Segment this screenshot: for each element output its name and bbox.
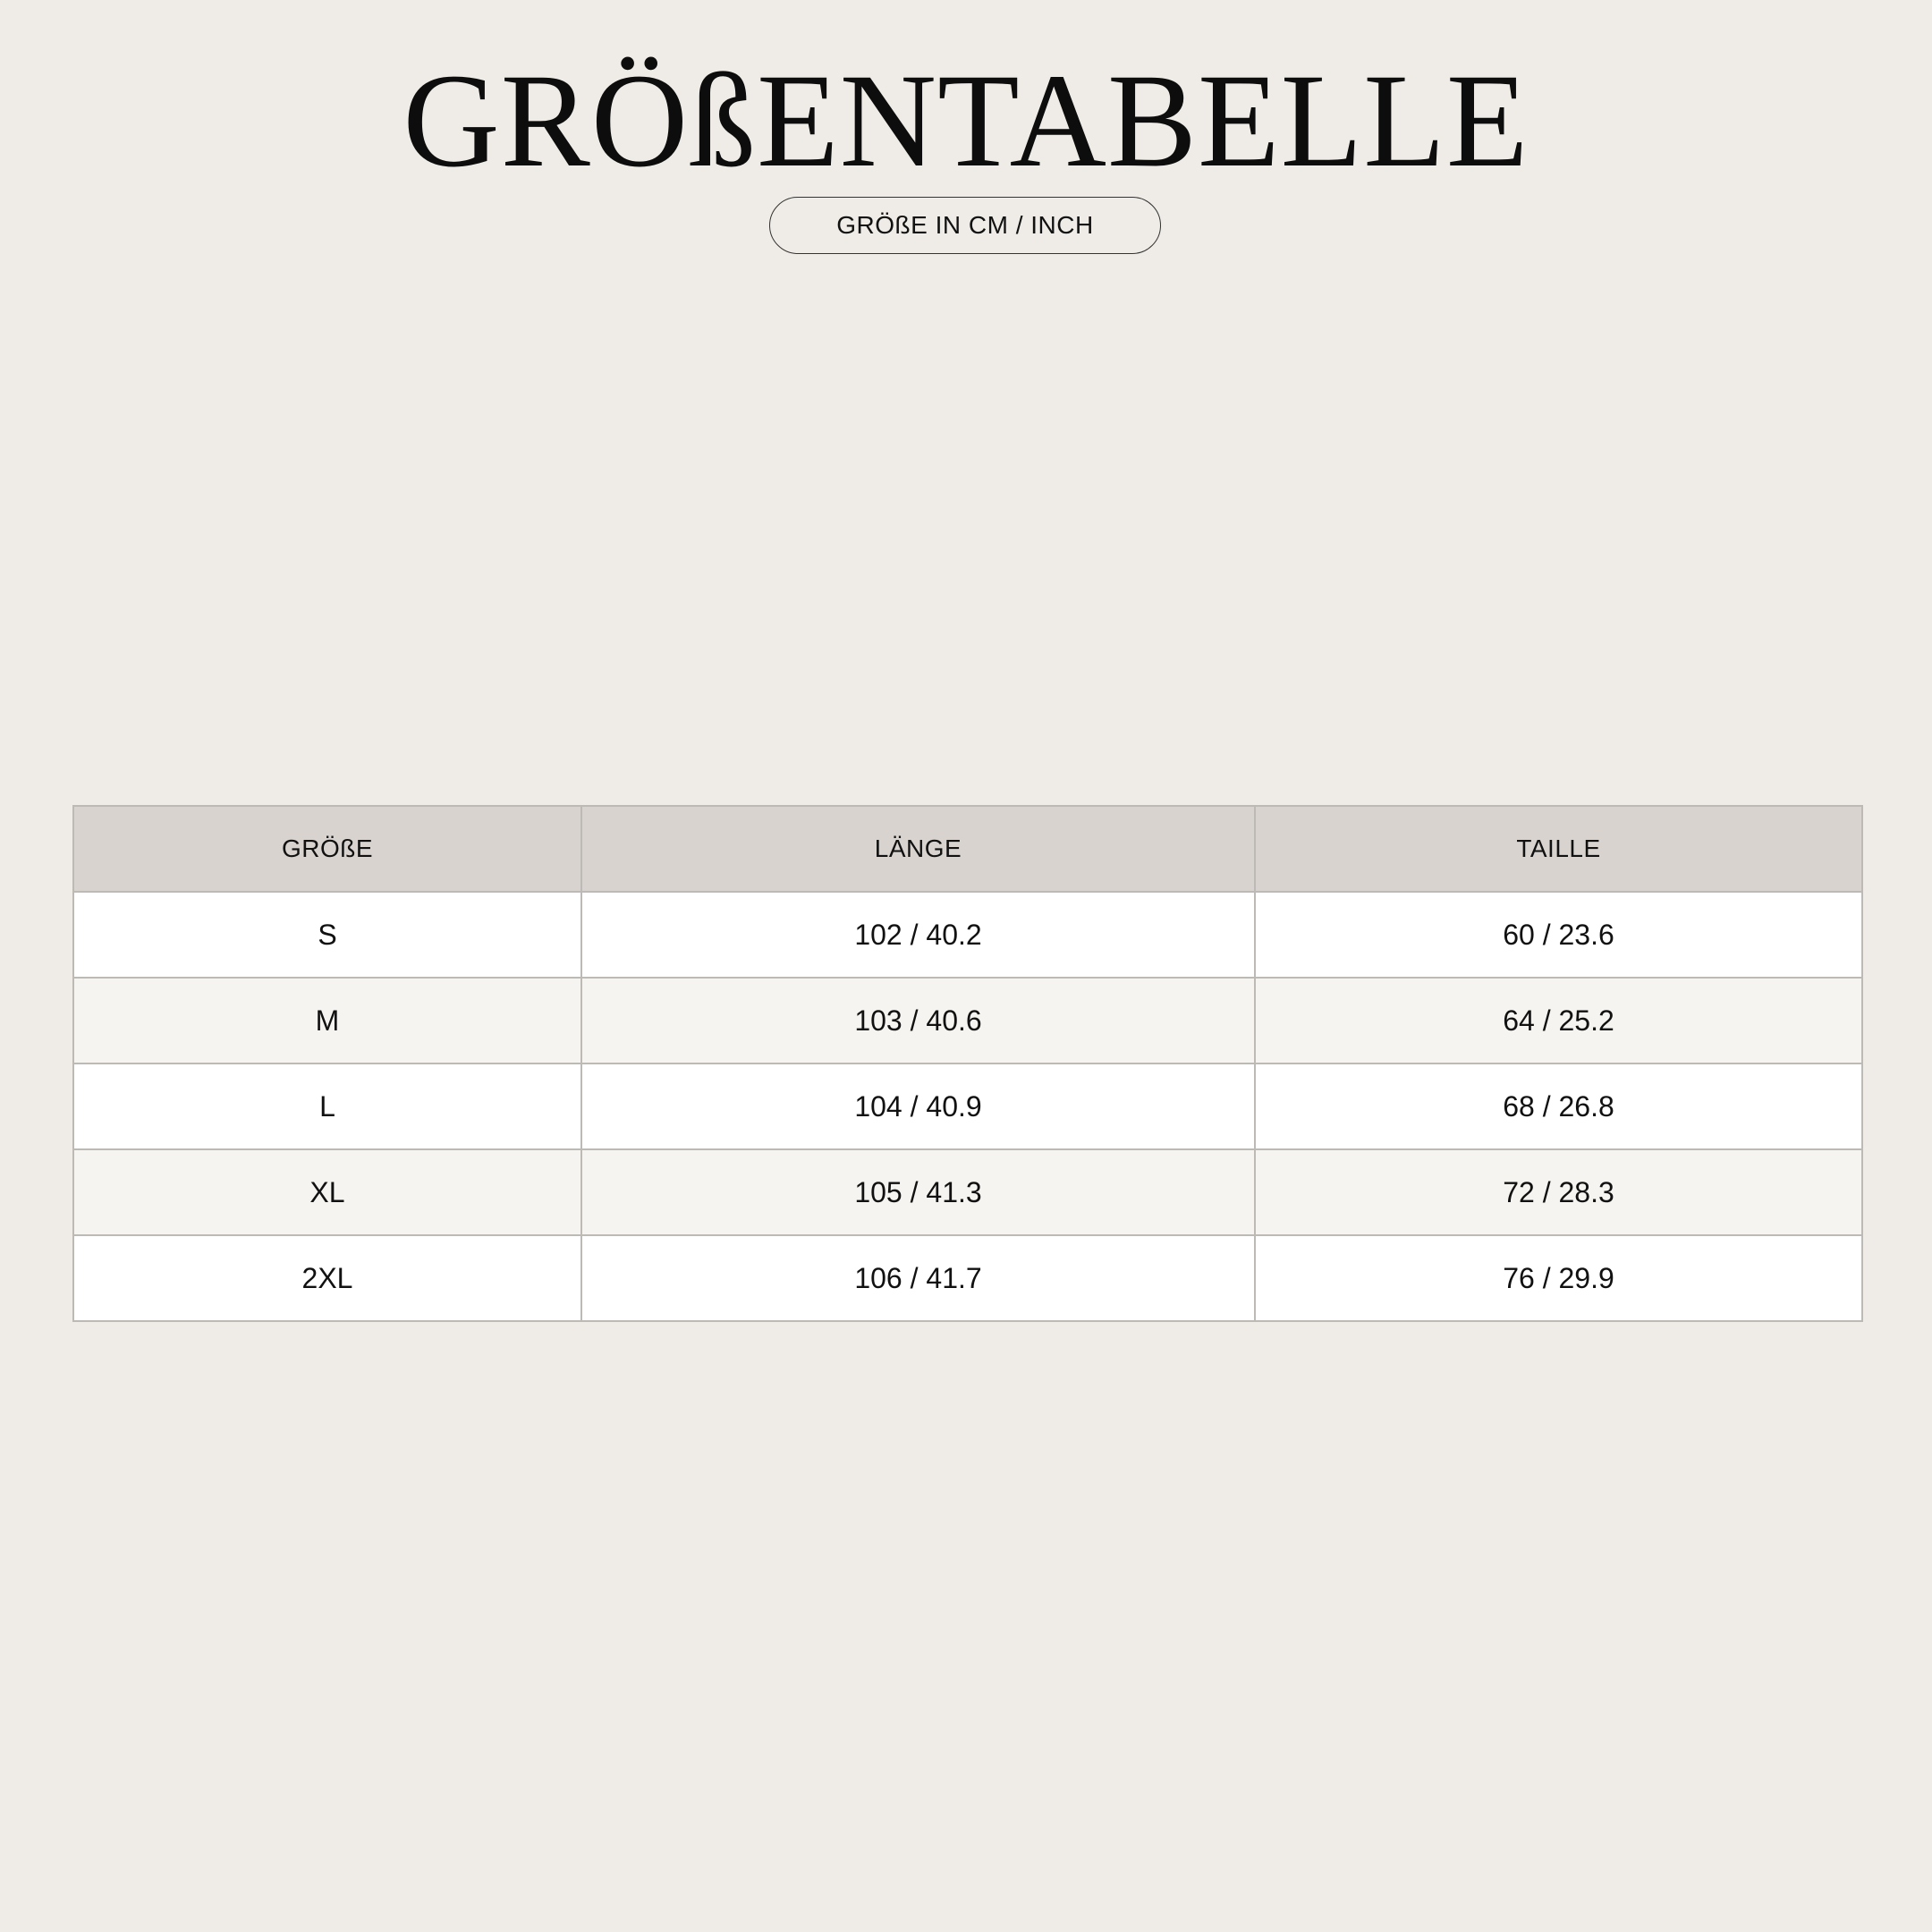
unit-label-pill: GRÖßE IN CM / INCH <box>769 197 1161 254</box>
cell-size: M <box>73 978 581 1063</box>
cell-size: 2XL <box>73 1235 581 1321</box>
cell-waist: 76 / 29.9 <box>1255 1235 1862 1321</box>
cell-length: 106 / 41.7 <box>581 1235 1255 1321</box>
cell-size: S <box>73 892 581 978</box>
column-header-size: GRÖßE <box>73 806 581 892</box>
column-header-length: LÄNGE <box>581 806 1255 892</box>
page-title: GRÖßENTABELLE <box>402 47 1530 195</box>
column-header-waist: TAILLE <box>1255 806 1862 892</box>
table-row <box>73 1149 1862 1235</box>
cell-waist: 64 / 25.2 <box>1255 978 1862 1063</box>
cell-length: 104 / 40.9 <box>581 1063 1255 1149</box>
size-table <box>72 805 1863 1322</box>
table-row <box>73 1235 1862 1321</box>
table-row <box>73 978 1862 1063</box>
cell-length: 102 / 40.2 <box>581 892 1255 978</box>
table-header-row <box>73 806 1862 892</box>
cell-length: 105 / 41.3 <box>581 1149 1255 1235</box>
cell-size: L <box>73 1063 581 1149</box>
table-row <box>73 892 1862 978</box>
cell-waist: 68 / 26.8 <box>1255 1063 1862 1149</box>
cell-waist: 72 / 28.3 <box>1255 1149 1862 1235</box>
cell-size: XL <box>73 1149 581 1235</box>
cell-length: 103 / 40.6 <box>581 978 1255 1063</box>
table-row <box>73 1063 1862 1149</box>
cell-waist: 60 / 23.6 <box>1255 892 1862 978</box>
